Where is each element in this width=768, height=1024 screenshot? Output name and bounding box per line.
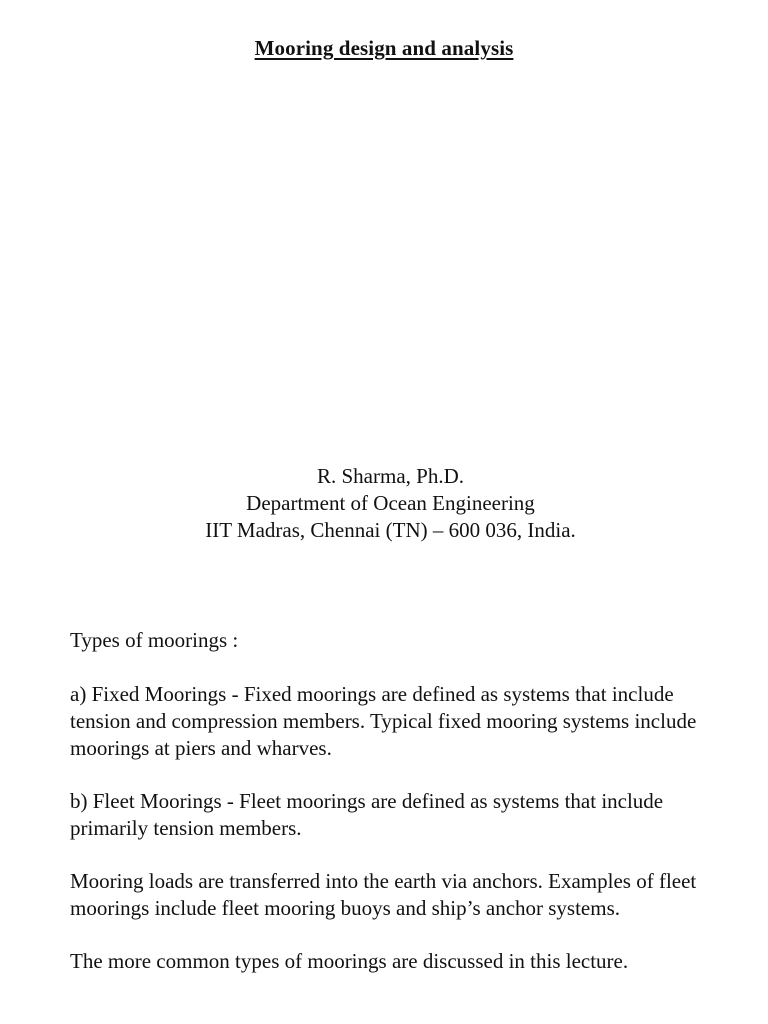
document-body bbox=[70, 627, 710, 1001]
document-title: Mooring design and analysis bbox=[254, 36, 514, 60]
paragraph-fleet-moorings: b) Fleet Moorings - Fleet moorings are defined as systems that include primarily tension members. bbox=[70, 789, 664, 840]
paragraph-mooring-loads: Mooring loads are transferred into the earth via anchors. Examples of fleet moorings include fleet mooring buoys and ship’s anchor systems. bbox=[70, 869, 697, 920]
paragraph-common-types: The more common types of moorings are discussed in this lecture. bbox=[70, 949, 629, 973]
author-department: Department of Ocean Engineering bbox=[246, 491, 535, 515]
author-address: IIT Madras, Chennai (TN) – 600 036, India. bbox=[205, 518, 576, 542]
author-block bbox=[0, 463, 768, 544]
section-heading: Types of moorings : bbox=[70, 628, 239, 652]
author-name: R. Sharma, Ph.D. bbox=[317, 464, 464, 488]
paragraph-fixed-moorings: a) Fixed Moorings - Fixed moorings are defined as systems that include tension and compression members. Typical fixed mooring systems include moorings at piers and wharves. bbox=[70, 682, 697, 760]
